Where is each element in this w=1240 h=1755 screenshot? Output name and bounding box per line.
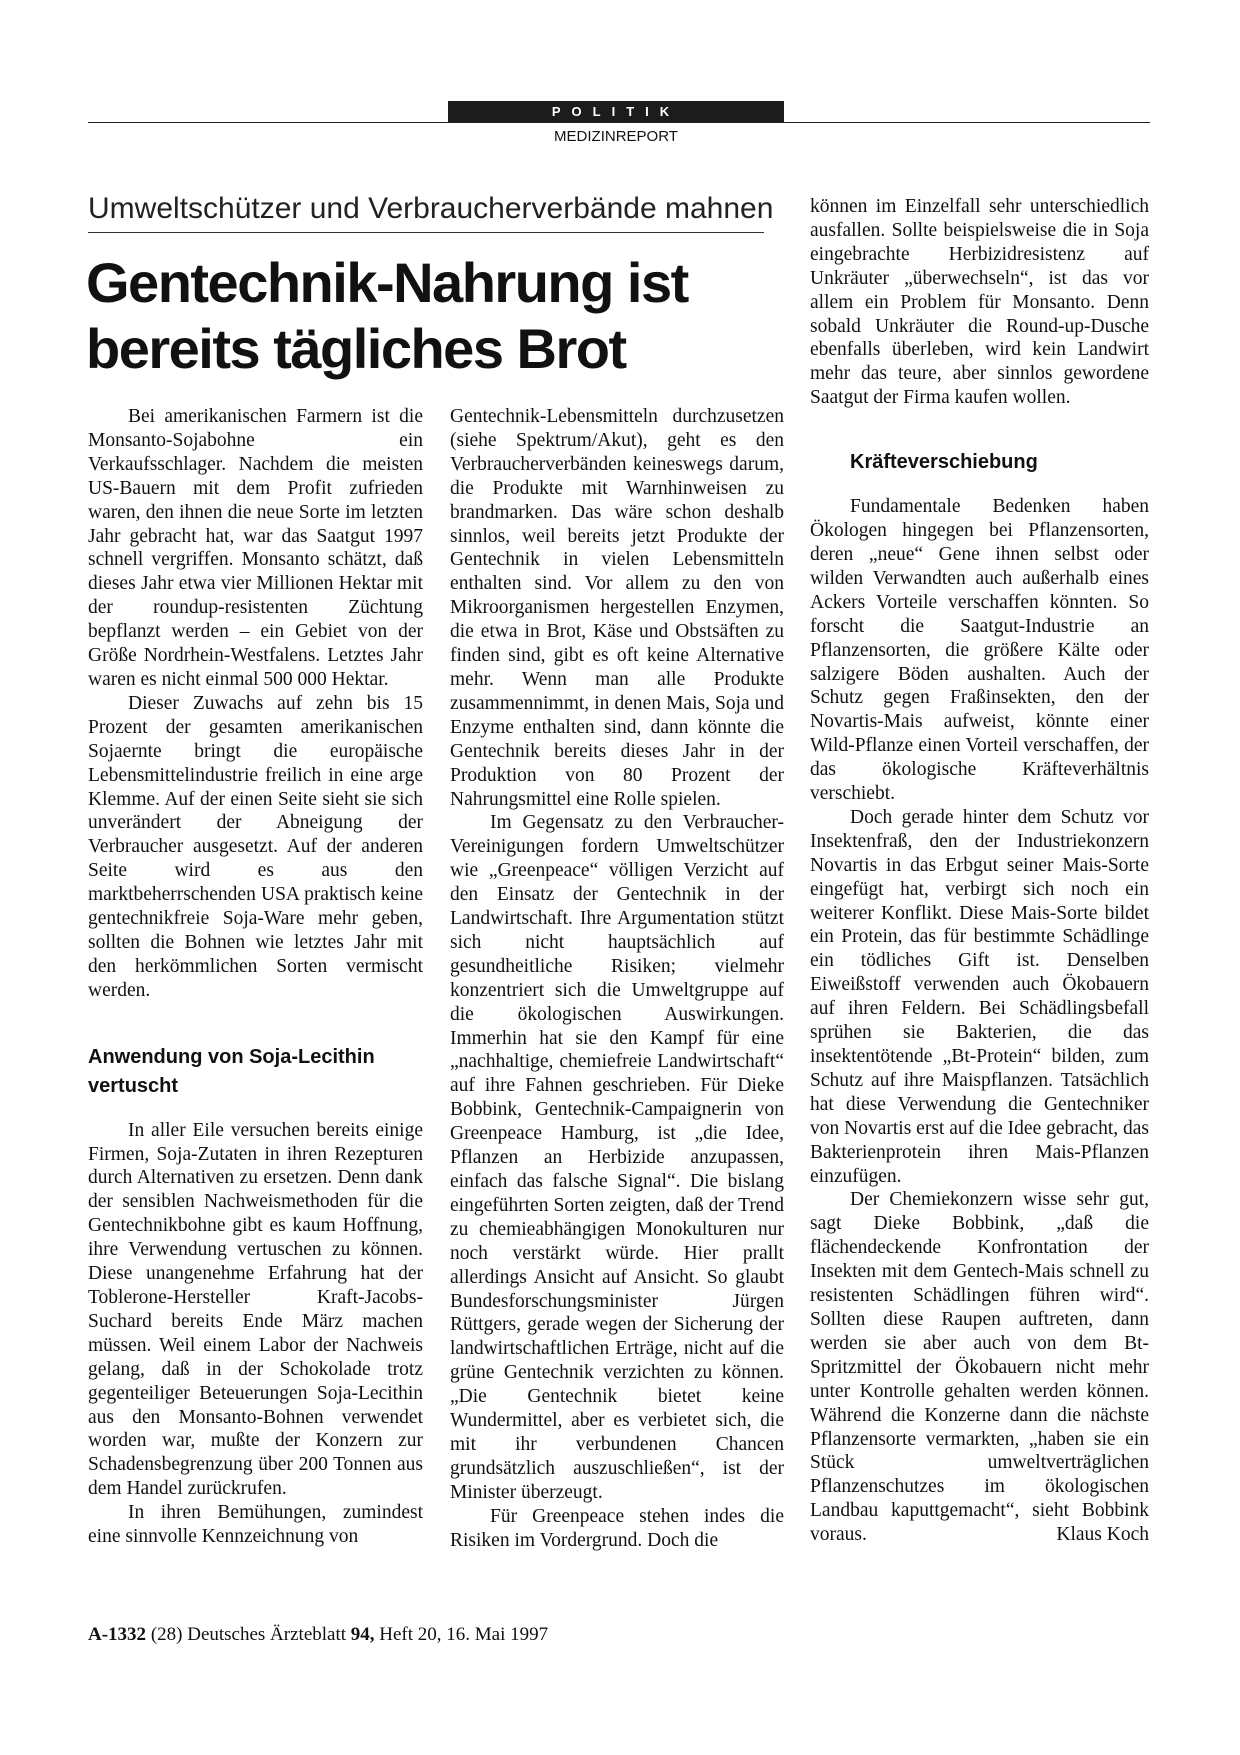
kicker-rule — [88, 232, 764, 233]
paragraph-text: Der Chemiekonzern wisse sehr gut, sagt Dieke Bobbink, „daß die flächendeckende Konfrontation der Insekten mit dem Gentech-Mais schnell zu resistenten Schädlingen führen wird“. Sollten diese Raupen auftreten, dann werden sie aber auch von dem Bt-Spritzmittel der Ökobauern nicht mehr unter Kontrolle gehalten werden können. Während die Konzerne dann die nächste Pflanzensorte vermarkten, „haben sie ein Stück umweltverträglichen Pflanzenschutzes im ökologischen Landbau kaputtgemacht“, sieht Bobbink voraus. — [810, 1189, 1149, 1546]
article-column-3 — [810, 195, 1149, 1547]
paragraph: In aller Eile versuchen bereits einige Firmen, Soja-Zutaten in ihren Rezepturen durch Alternativen zu ersetzen. Denn dank der sensiblen Nachweismethoden für die Gentechnikbohne gibt es kaum Hoffnung, ihre Verwendung vertuschen zu können. Diese unangenehme Erfahrung hat der Toblerone-Hersteller Kraft-Jacobs-Suchard bereits Ende März machen müssen. Weil einem Labor der Nachweis gelang, daß in der Schokolade trotz gegenteiliger Beteuerungen Soja-Lecithin aus den Monsanto-Bohnen verwendet worden war, mußte der Konzern zur Schadensbegrenzung über 200 Tonnen aus dem Handel zurückrufen. — [88, 1119, 423, 1500]
journal-volume: 94, — [350, 1624, 375, 1645]
page-number: (28) — [150, 1624, 183, 1645]
paragraph: Für Greenpeace stehen indes die Risiken im Vordergrund. Doch die — [450, 1505, 784, 1551]
paragraph: Gentechnik-Lebensmitteln durchzusetzen (siehe Spektrum/Akut), geht es den Verbraucherverbänden keineswegs darum, die Produkte mit Warnhinweisen zu brandmarken. Das wäre schon deshalb sinnlos, weil bereits jetzt Produkte der Gentechnik in vielen Lebensmitteln enthalten sind. Vor allem zu den von Mikroorganismen hergestellen Enzymen, die etwa in Brot, Käse und Obstsäften zu finden sind, gibt es oft keine Alternative mehr. Wenn man alle Produkte zusammennimmt, in denen Mais, Soja und Enzyme enthalten sind, dann könnte die Gentechnik bereits dieses Jahr in der Produktion von 80 Prozent der Nahrungsmittel eine Rolle spielen. — [450, 406, 784, 810]
paragraph: In ihren Bemühungen, zumindest eine sinnvolle Kennzeichnung von — [88, 1502, 423, 1548]
paragraph: Doch gerade hinter dem Schutz vor Insektenfraß, den der Industriekonzern Novartis in das Erbgut seiner Mais-Sorte eingefügt hat, verbirgt sich noch ein weiterer Konflikt. Diese Mais-Sorte bildet ein Protein, das für bestimmte Schädlinge ein tödliches Gift ist. Denselben Eiweißstoff verwenden auch Ökobauern auf ihren Feldern. Bei Schädlingsbefall sprühen sie Bakterien, die das insektentötende „Bt-Protein“ bilden, zum Schutz auf ihre Maispflanzen. Tatsächlich hat diese Verwendung die Gentechniker von Novartis erst auf die Idee gebracht, das Bakterienprotein ihren Mais-Pflanzen einzufügen. — [810, 806, 1149, 1187]
paragraph — [810, 1188, 1149, 1547]
paragraph: Fundamentale Bedenken haben Ökologen hingegen bei Pflanzensorten, deren „neue“ Gene ihnen selbst oder wilden Verwandten auch außerhalb eines Ackers Vorteile verschaffen könnten. So forscht die Saatgut-Industrie an Pflanzensorten, die größere Kälte oder salzigere Böden aushalten. Auch der Schutz gegen Fraßinsekten, den der Novartis-Mais aufweist, könnte einer Wild-Pflanze einen Vorteil verschaffen, der das ökologische Kräfteverhältnis verschiebt. — [810, 496, 1149, 805]
paragraph: Bei amerikanischen Farmern ist die Monsanto-Sojabohne ein Verkaufsschlager. Nachdem die meisten US-Bauern mit dem Profit zufrieden waren, den ihnen die neue Sorte im letzten Jahr gebracht hat, war das Saatgut 1997 schnell vergriffen. Monsanto schätzt, daß dieses Jahr etwa vier Millionen Hektar mit der roundup-resistenten Züchtung bepflanzt werden – ein Gebiet von der Größe Nordrhein-Westfalens. Letztes Jahr waren es nicht einmal 500 000 Hektar. — [88, 406, 423, 690]
journal-name: Deutsches Ärzteblatt — [187, 1624, 347, 1645]
article-column-2 — [450, 405, 784, 1553]
paragraph: Dieser Zuwachs auf zehn bis 15 Prozent der gesamten amerikanischen Sojaernte bringt die europäische Lebensmittelindustrie freilich in eine arge Klemme. Auf der einen Seite sieht sie sich unverändert der Abneigung der Verbraucher ausgesetzt. Auf der anderen Seite wird es aus den marktbeherrschenden USA praktisch keine gentechnikfreie Soja-Ware mehr geben, sollten die Bohnen wie letztes Jahr mit den herkömmlichen Sorten vermischt werden. — [88, 692, 423, 1001]
subsection-label: MEDIZINREPORT — [554, 128, 678, 145]
header-rule — [88, 122, 1150, 123]
paragraph: Im Gegensatz zu den Verbraucher-Vereinigungen fordern Umweltschützer wie „Greenpeace“ völligen Verzicht auf den Einsatz der Gentechnik in der Landwirtschaft. Ihre Argumentation stützt sich nicht hauptsächlich auf gesundheitliche Risiken; vielmehr konzentriert sich die Umweltgruppe auf die ökologischen Auswirkungen. Immerhin hat sie den Kampf für eine „nachhaltige, chemiefreie Landwirtschaft“ auf ihre Fahnen geschrieben. Für Dieke Bobbink, Gentechnik-Campaignerin von Greenpeace Hamburg, ist „die Idee, Pflanzen an Herbizide anzupassen, einfach das falsche Signal“. Die bislang eingeführten Sorten zeigten, daß der Trend zu chemieabhängigen Monokulturen nur noch verstärkt würde. Hier prallt allerdings Ansicht auf Ansicht. So glaubt Bundesforschungsminister Jürgen Rüttgers, gerade wegen der Sicherung der landwirtschaftlichen Erträge, nicht auf die grüne Gentechnik verzichten zu können. „Die Gentechnik bietet keine Wundermittel, aber es verbietet sich, die mit ihr verbundenen Chancen grundsätzlich auszuschließen“, ist der Minister überzeugt. — [450, 812, 784, 1503]
subheading: Kräfteverschiebung — [850, 451, 1038, 474]
issue-date: Heft 20, 16. Mai 1997 — [379, 1624, 549, 1645]
article-kicker: Umweltschützer und Verbraucherverbände mahnen — [88, 192, 774, 225]
article-headline: Gentechnik-Nahrung ist bereits tägliches Brot — [86, 251, 688, 380]
article-column-1 — [88, 405, 423, 1549]
page-footer — [88, 1624, 548, 1646]
paragraph: können im Einzelfall sehr unterschiedlich ausfallen. Sollte beispielsweise die in Soja eingebrachte Herbizidresistenz auf Unkräuter „überwechseln“, ist das vor allem ein Problem für Monsanto. Denn sobald Unkräuter die Round-up-Dusche ebenfalls überleben, wird kein Landwirt mehr das teure, aber sinnlos gewordene Saatgut der Firma kaufen wollen. — [810, 196, 1149, 409]
author-name: Klaus Koch — [1056, 1524, 1149, 1546]
section-label: POLITIK — [448, 101, 784, 122]
page-code: A-1332 — [88, 1624, 147, 1645]
subheading: Anwendung von Soja-Lecithin vertuscht — [88, 1045, 375, 1097]
